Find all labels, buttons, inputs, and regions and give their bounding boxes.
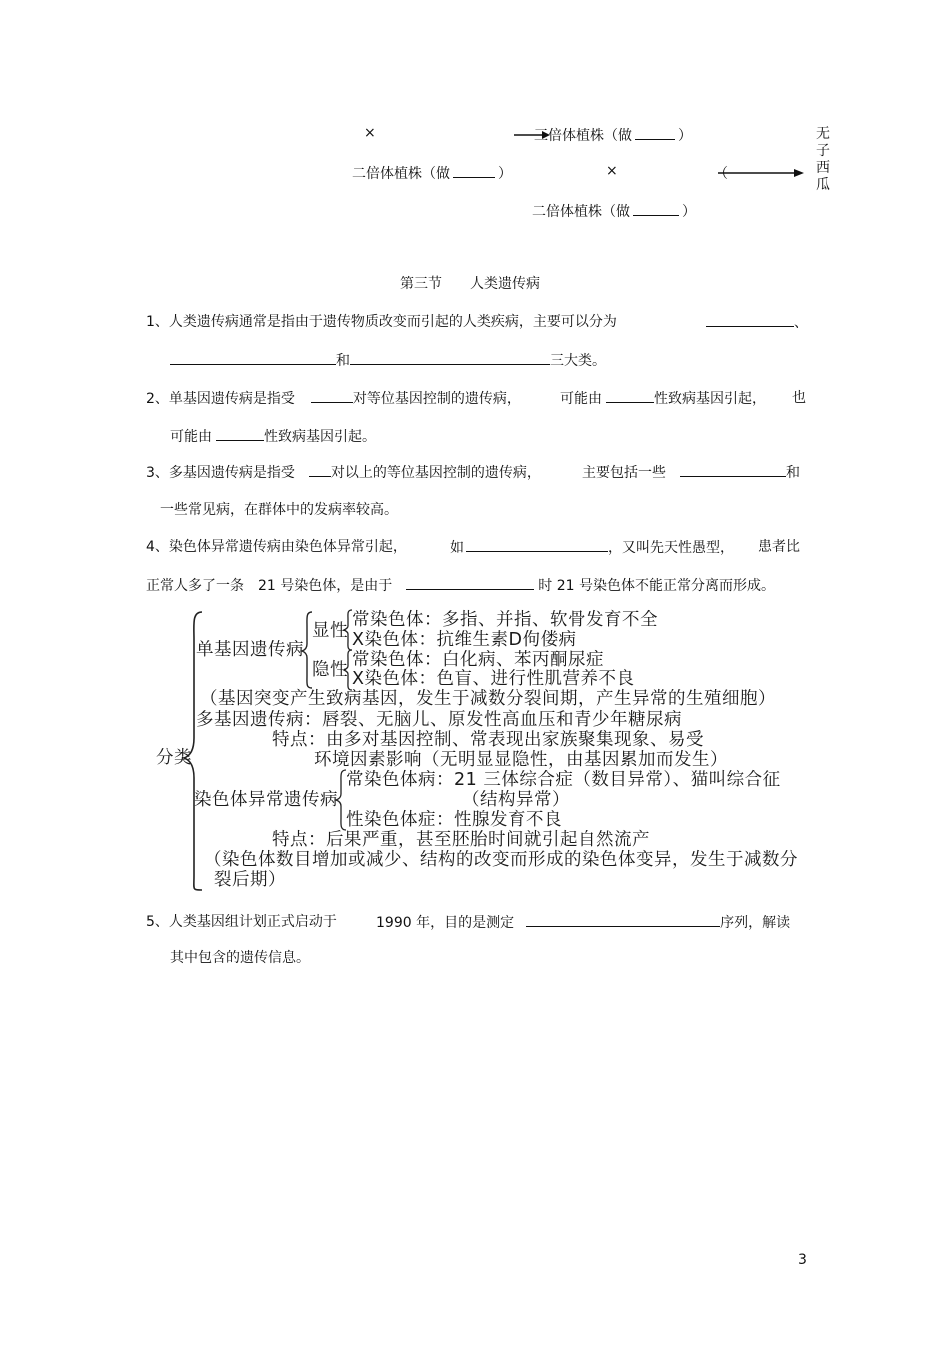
chrom-auto-text: 常染色体病：21 三体综合症（数目异常）、猫叫综合征 bbox=[346, 770, 781, 790]
blank[interactable] bbox=[635, 125, 675, 140]
blank[interactable] bbox=[309, 462, 331, 477]
dom-auto-text: 常染色体：多指、并指、软骨发育不全 bbox=[352, 610, 658, 630]
single-gene-label: 单基因遗传病 bbox=[196, 640, 304, 660]
blank[interactable] bbox=[170, 350, 336, 365]
multi-gene-text: 多基因遗传病：唇裂、无脑儿、原发性高血压和青少年糖尿病 bbox=[196, 710, 682, 730]
question-1: 1、人类遗传病通常是指由于遗传物质改变而引起的人类疾病，主要可以分为 bbox=[146, 314, 617, 330]
question-3: 3、多基因遗传病是指受 对以上的等位基因控制的遗传病， bbox=[146, 462, 541, 483]
question-2-tail: 也 bbox=[792, 390, 806, 406]
blank[interactable] bbox=[350, 350, 550, 365]
open-paren: （ bbox=[714, 166, 728, 182]
blank[interactable] bbox=[453, 163, 495, 178]
chrom-note-1: （染色体数目增加或减少、结构的改变而形成的染色体变异，发生于减数分 bbox=[204, 850, 798, 870]
chrom-note-2: 裂后期） bbox=[214, 870, 286, 890]
question-4-cont: 如 ，又叫先天性愚型， bbox=[450, 537, 734, 558]
blank[interactable] bbox=[216, 426, 264, 441]
question-3-line-2: 一些常见病，在群体中的发病率较高。 bbox=[160, 502, 398, 518]
multi-feature-1: 特点：由多对基因控制、常表现出家族聚集现象、易受 bbox=[272, 730, 704, 750]
rec-auto-text: 常染色体：白化病、苯丙酮尿症 bbox=[352, 650, 604, 670]
blank[interactable] bbox=[606, 388, 654, 403]
dominant-label: 显性 bbox=[312, 621, 348, 641]
blank[interactable] bbox=[706, 312, 794, 327]
chrom-label: 染色体异常遗传病 bbox=[194, 790, 338, 810]
chrom-feature: 特点：后果严重，甚至胚胎时间就引起自然流产 bbox=[272, 830, 650, 850]
plant-bottom: 二倍体植株（做 ） bbox=[532, 201, 696, 221]
page-number: 3 bbox=[798, 1252, 807, 1268]
question-5: 5、人类基因组计划正式启动于 bbox=[146, 914, 337, 930]
question-5-cont: 1990 年，目的是测定 序列，解读 bbox=[376, 912, 790, 933]
question-4-line-2: 正常人多了一条 21 号染色体，是由于 时 21 号染色体不能正常分离而形成。 bbox=[146, 575, 775, 596]
chrom-sex-text: 性染色体症：性腺发育不良 bbox=[346, 810, 562, 830]
blank[interactable] bbox=[526, 912, 720, 927]
rec-x-text: X染色体：色盲、进行性肌营养不良 bbox=[352, 669, 635, 689]
blank[interactable] bbox=[406, 575, 534, 590]
blank[interactable] bbox=[633, 201, 679, 216]
cross-sign: × bbox=[606, 163, 618, 179]
plant-top: 三倍体植株（做 ） bbox=[534, 125, 692, 145]
blank[interactable] bbox=[466, 537, 608, 552]
question-2-line-2: 可能由 性致病基因引起。 bbox=[170, 426, 376, 447]
section-title: 第三节 人类遗传病 bbox=[400, 276, 540, 292]
plant-mid: 二倍体植株（做 ） bbox=[352, 163, 512, 183]
blank[interactable] bbox=[680, 462, 786, 477]
question-1-blank-row: 、 bbox=[706, 312, 808, 333]
single-note: （基因突变产生致病基因，发生于减数分裂间期，产生异常的生殖细胞） bbox=[200, 689, 776, 709]
question-4-tail: 患者比 bbox=[758, 539, 800, 555]
question-2-cont: 可能由 性致病基因引起， bbox=[560, 388, 766, 409]
question-5-line-2: 其中包含的遗传信息。 bbox=[170, 950, 310, 966]
arrow-icon bbox=[718, 166, 804, 180]
chrom-auto-text-2: （结构异常） bbox=[462, 790, 570, 810]
recessive-label: 隐性 bbox=[312, 660, 348, 680]
question-3-cont: 主要包括一些 和 bbox=[582, 462, 800, 483]
question-4: 4、染色体异常遗传病由染色体异常引起， bbox=[146, 539, 407, 555]
blank[interactable] bbox=[311, 388, 353, 403]
seedless-watermelon-label: 无 子 西 瓜 bbox=[816, 126, 830, 193]
question-2: 2、单基因遗传病是指受 对等位基因控制的遗传病， bbox=[146, 388, 521, 409]
multi-feature-2: 环境因素影响（无明显显隐性，由基因累加而发生） bbox=[314, 750, 728, 770]
question-1-line-2: 和 三大类。 bbox=[170, 350, 606, 371]
cross-sign: × bbox=[364, 125, 376, 141]
root-label: 分类 bbox=[156, 748, 192, 768]
dom-x-text: X染色体：抗维生素D佝偻病 bbox=[352, 630, 577, 650]
